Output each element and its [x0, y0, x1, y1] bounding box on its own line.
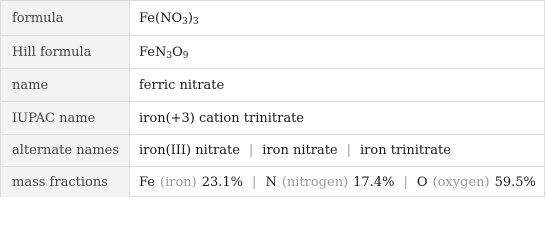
row-alternate-names	[1, 134, 545, 166]
alternate-name: iron nitrate	[262, 143, 338, 158]
mass-percent: 23.1%	[201, 174, 244, 190]
row-label: formula	[1, 1, 130, 35]
row-iupac-name	[1, 101, 545, 134]
element-name: (iron)	[160, 174, 197, 190]
element-symbol: Fe	[139, 174, 156, 190]
mass-fractions-value	[130, 167, 545, 197]
row-label: name	[1, 69, 130, 101]
alternate-name: iron(III) nitrate	[139, 143, 240, 158]
formula-subscript: 3	[192, 17, 199, 27]
alternate-name: iron trinitrate	[360, 143, 451, 158]
formula-text: Fe(NO	[139, 10, 183, 26]
formula-text: O	[172, 44, 183, 60]
separator: |	[252, 174, 257, 190]
row-label: IUPAC name	[1, 102, 130, 134]
mass-percent: 59.5%	[494, 174, 536, 190]
row-name	[1, 68, 545, 101]
name-value: ferric nitrate	[139, 77, 225, 93]
formula-subscript: 3	[166, 51, 173, 61]
hill-formula-value	[130, 36, 545, 68]
alternate-names-value	[130, 135, 545, 166]
row-label: Hill formula	[1, 36, 130, 68]
separator: |	[346, 143, 352, 158]
mass-percent: 17.4%	[353, 174, 395, 190]
formula-value	[130, 1, 545, 35]
row-formula	[1, 1, 545, 35]
row-label: mass fractions	[1, 167, 130, 197]
element-symbol: N	[265, 174, 277, 190]
formula-text: )	[187, 10, 193, 26]
formula-subscript: 9	[182, 51, 189, 61]
iupac-name-value: iron(+3) cation trinitrate	[139, 110, 304, 126]
element-name: (oxygen)	[432, 174, 490, 190]
row-label: alternate names	[1, 135, 130, 166]
element-name: (nitrogen)	[281, 174, 349, 190]
separator: |	[248, 143, 254, 158]
formula-text: FeN	[139, 44, 167, 60]
formula-subscript: 3	[182, 17, 188, 27]
row-hill-formula	[1, 35, 545, 68]
row-mass-fractions	[1, 166, 545, 197]
separator: |	[403, 174, 408, 190]
element-symbol: O	[416, 174, 428, 190]
